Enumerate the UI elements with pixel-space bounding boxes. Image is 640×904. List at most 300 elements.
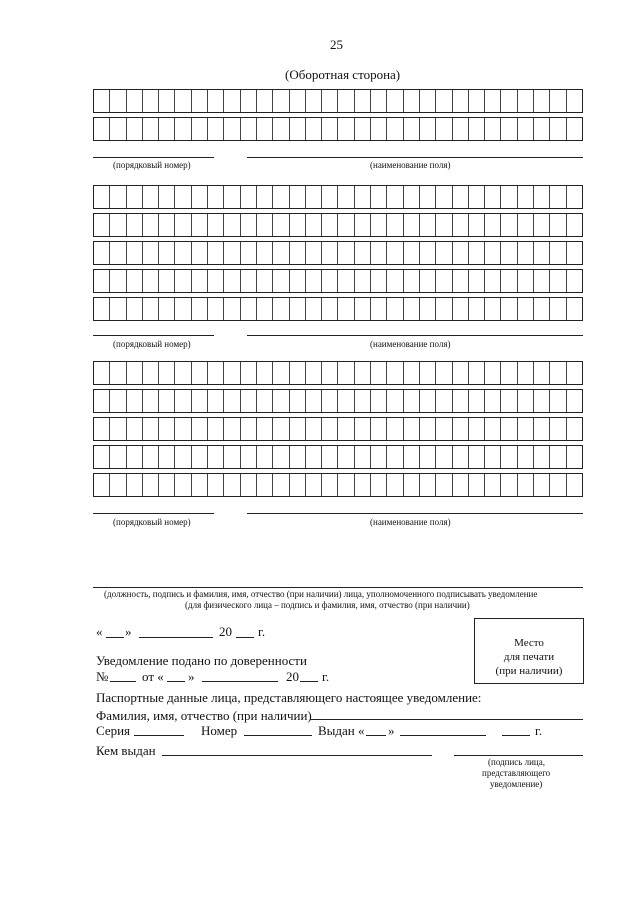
char-cell[interactable] bbox=[386, 446, 402, 468]
char-cell[interactable] bbox=[337, 298, 353, 320]
char-cell[interactable] bbox=[256, 214, 272, 236]
char-cell[interactable] bbox=[517, 214, 533, 236]
char-cell[interactable] bbox=[321, 474, 337, 496]
char-cell[interactable] bbox=[289, 186, 305, 208]
char-cell[interactable] bbox=[517, 362, 533, 384]
char-cell[interactable] bbox=[191, 298, 207, 320]
char-cell[interactable] bbox=[223, 362, 239, 384]
char-cell[interactable] bbox=[240, 118, 256, 140]
char-cell[interactable] bbox=[305, 362, 321, 384]
char-cell[interactable] bbox=[419, 270, 435, 292]
char-grid-row[interactable] bbox=[93, 213, 583, 237]
char-cell[interactable] bbox=[500, 418, 516, 440]
char-cell[interactable] bbox=[435, 474, 451, 496]
char-cell[interactable] bbox=[126, 270, 142, 292]
char-cell[interactable] bbox=[321, 270, 337, 292]
char-cell[interactable] bbox=[386, 270, 402, 292]
char-cell[interactable] bbox=[142, 242, 158, 264]
char-cell[interactable] bbox=[500, 474, 516, 496]
char-cell[interactable] bbox=[289, 390, 305, 412]
char-cell[interactable] bbox=[321, 390, 337, 412]
char-cell[interactable] bbox=[549, 186, 565, 208]
char-cell[interactable] bbox=[452, 298, 468, 320]
char-cell[interactable] bbox=[500, 390, 516, 412]
char-cell[interactable] bbox=[435, 362, 451, 384]
char-cell[interactable] bbox=[272, 186, 288, 208]
char-cell[interactable] bbox=[94, 298, 109, 320]
char-cell[interactable] bbox=[272, 298, 288, 320]
char-cell[interactable] bbox=[549, 118, 565, 140]
char-cell[interactable] bbox=[321, 418, 337, 440]
char-cell[interactable] bbox=[403, 214, 419, 236]
char-cell[interactable] bbox=[337, 390, 353, 412]
char-cell[interactable] bbox=[94, 90, 109, 112]
char-cell[interactable] bbox=[223, 118, 239, 140]
char-cell[interactable] bbox=[321, 298, 337, 320]
char-cell[interactable] bbox=[419, 298, 435, 320]
char-cell[interactable] bbox=[517, 90, 533, 112]
char-cell[interactable] bbox=[174, 118, 190, 140]
char-cell[interactable] bbox=[174, 474, 190, 496]
char-cell[interactable] bbox=[174, 90, 190, 112]
char-cell[interactable] bbox=[403, 118, 419, 140]
char-cell[interactable] bbox=[549, 446, 565, 468]
char-cell[interactable] bbox=[158, 418, 174, 440]
char-cell[interactable] bbox=[370, 214, 386, 236]
char-cell[interactable] bbox=[158, 90, 174, 112]
char-cell[interactable] bbox=[370, 474, 386, 496]
char-cell[interactable] bbox=[566, 446, 582, 468]
char-cell[interactable] bbox=[386, 118, 402, 140]
char-cell[interactable] bbox=[109, 242, 125, 264]
char-cell[interactable] bbox=[256, 186, 272, 208]
char-cell[interactable] bbox=[419, 446, 435, 468]
char-cell[interactable] bbox=[256, 474, 272, 496]
char-cell[interactable] bbox=[305, 214, 321, 236]
char-cell[interactable] bbox=[386, 418, 402, 440]
char-cell[interactable] bbox=[386, 214, 402, 236]
char-cell[interactable] bbox=[517, 186, 533, 208]
issued-month-field[interactable] bbox=[400, 735, 486, 736]
char-cell[interactable] bbox=[191, 242, 207, 264]
char-cell[interactable] bbox=[386, 474, 402, 496]
char-cell[interactable] bbox=[256, 90, 272, 112]
char-cell[interactable] bbox=[484, 418, 500, 440]
char-cell[interactable] bbox=[500, 362, 516, 384]
char-cell[interactable] bbox=[566, 118, 582, 140]
char-cell[interactable] bbox=[94, 186, 109, 208]
char-cell[interactable] bbox=[403, 186, 419, 208]
char-cell[interactable] bbox=[468, 362, 484, 384]
char-cell[interactable] bbox=[435, 90, 451, 112]
issued-by-field[interactable] bbox=[162, 755, 432, 756]
char-cell[interactable] bbox=[207, 118, 223, 140]
char-cell[interactable] bbox=[142, 270, 158, 292]
char-cell[interactable] bbox=[256, 446, 272, 468]
char-cell[interactable] bbox=[354, 298, 370, 320]
char-cell[interactable] bbox=[468, 418, 484, 440]
char-cell[interactable] bbox=[549, 90, 565, 112]
char-cell[interactable] bbox=[337, 242, 353, 264]
char-cell[interactable] bbox=[191, 90, 207, 112]
char-cell[interactable] bbox=[403, 298, 419, 320]
char-cell[interactable] bbox=[191, 118, 207, 140]
char-grid-row[interactable] bbox=[93, 445, 583, 469]
char-cell[interactable] bbox=[94, 270, 109, 292]
char-cell[interactable] bbox=[403, 90, 419, 112]
char-cell[interactable] bbox=[484, 390, 500, 412]
char-cell[interactable] bbox=[256, 390, 272, 412]
char-cell[interactable] bbox=[533, 242, 549, 264]
char-cell[interactable] bbox=[403, 446, 419, 468]
char-cell[interactable] bbox=[419, 186, 435, 208]
char-cell[interactable] bbox=[337, 186, 353, 208]
char-cell[interactable] bbox=[158, 118, 174, 140]
char-cell[interactable] bbox=[468, 298, 484, 320]
char-grid-row[interactable] bbox=[93, 297, 583, 321]
char-cell[interactable] bbox=[370, 446, 386, 468]
char-cell[interactable] bbox=[240, 474, 256, 496]
char-cell[interactable] bbox=[305, 118, 321, 140]
char-cell[interactable] bbox=[370, 270, 386, 292]
char-cell[interactable] bbox=[321, 242, 337, 264]
date-month-blank[interactable] bbox=[139, 637, 213, 638]
char-grid-row[interactable] bbox=[93, 241, 583, 265]
char-cell[interactable] bbox=[305, 474, 321, 496]
person-signature-line[interactable] bbox=[454, 755, 583, 756]
char-cell[interactable] bbox=[109, 214, 125, 236]
char-cell[interactable] bbox=[403, 362, 419, 384]
char-cell[interactable] bbox=[174, 446, 190, 468]
char-cell[interactable] bbox=[500, 298, 516, 320]
char-cell[interactable] bbox=[419, 242, 435, 264]
char-cell[interactable] bbox=[289, 90, 305, 112]
char-cell[interactable] bbox=[468, 214, 484, 236]
char-cell[interactable] bbox=[191, 418, 207, 440]
char-grid-row[interactable] bbox=[93, 417, 583, 441]
char-cell[interactable] bbox=[207, 298, 223, 320]
char-cell[interactable] bbox=[484, 186, 500, 208]
char-cell[interactable] bbox=[337, 446, 353, 468]
char-cell[interactable] bbox=[240, 242, 256, 264]
char-cell[interactable] bbox=[94, 474, 109, 496]
char-cell[interactable] bbox=[500, 186, 516, 208]
char-cell[interactable] bbox=[289, 418, 305, 440]
char-cell[interactable] bbox=[370, 418, 386, 440]
char-cell[interactable] bbox=[566, 186, 582, 208]
char-cell[interactable] bbox=[240, 270, 256, 292]
char-cell[interactable] bbox=[289, 474, 305, 496]
char-cell[interactable] bbox=[207, 446, 223, 468]
char-cell[interactable] bbox=[142, 214, 158, 236]
char-cell[interactable] bbox=[354, 390, 370, 412]
char-cell[interactable] bbox=[223, 270, 239, 292]
char-cell[interactable] bbox=[386, 298, 402, 320]
char-cell[interactable] bbox=[240, 298, 256, 320]
char-cell[interactable] bbox=[305, 186, 321, 208]
char-cell[interactable] bbox=[305, 270, 321, 292]
char-cell[interactable] bbox=[174, 418, 190, 440]
char-cell[interactable] bbox=[517, 390, 533, 412]
char-cell[interactable] bbox=[94, 242, 109, 264]
char-cell[interactable] bbox=[452, 362, 468, 384]
char-cell[interactable] bbox=[142, 118, 158, 140]
char-cell[interactable] bbox=[419, 474, 435, 496]
char-cell[interactable] bbox=[142, 186, 158, 208]
date-year-blank[interactable] bbox=[236, 637, 254, 638]
series-field[interactable] bbox=[134, 735, 184, 736]
char-cell[interactable] bbox=[566, 270, 582, 292]
char-cell[interactable] bbox=[452, 90, 468, 112]
char-cell[interactable] bbox=[468, 186, 484, 208]
char-cell[interactable] bbox=[321, 446, 337, 468]
char-cell[interactable] bbox=[240, 362, 256, 384]
char-cell[interactable] bbox=[484, 446, 500, 468]
char-cell[interactable] bbox=[191, 446, 207, 468]
char-cell[interactable] bbox=[174, 390, 190, 412]
char-cell[interactable] bbox=[272, 362, 288, 384]
char-cell[interactable] bbox=[337, 118, 353, 140]
char-cell[interactable] bbox=[126, 418, 142, 440]
char-cell[interactable] bbox=[272, 214, 288, 236]
char-cell[interactable] bbox=[452, 270, 468, 292]
char-cell[interactable] bbox=[158, 214, 174, 236]
char-cell[interactable] bbox=[354, 90, 370, 112]
char-cell[interactable] bbox=[321, 90, 337, 112]
char-cell[interactable] bbox=[435, 390, 451, 412]
char-cell[interactable] bbox=[419, 362, 435, 384]
char-cell[interactable] bbox=[386, 90, 402, 112]
char-cell[interactable] bbox=[305, 418, 321, 440]
char-cell[interactable] bbox=[256, 418, 272, 440]
char-cell[interactable] bbox=[419, 90, 435, 112]
char-cell[interactable] bbox=[533, 446, 549, 468]
char-cell[interactable] bbox=[500, 90, 516, 112]
char-cell[interactable] bbox=[386, 186, 402, 208]
char-cell[interactable] bbox=[305, 90, 321, 112]
char-cell[interactable] bbox=[207, 418, 223, 440]
char-grid-row[interactable] bbox=[93, 117, 583, 141]
char-cell[interactable] bbox=[533, 362, 549, 384]
char-cell[interactable] bbox=[223, 446, 239, 468]
char-cell[interactable] bbox=[94, 214, 109, 236]
char-cell[interactable] bbox=[354, 446, 370, 468]
char-cell[interactable] bbox=[289, 214, 305, 236]
char-cell[interactable] bbox=[321, 186, 337, 208]
char-cell[interactable] bbox=[484, 474, 500, 496]
char-cell[interactable] bbox=[109, 362, 125, 384]
char-cell[interactable] bbox=[126, 390, 142, 412]
char-cell[interactable] bbox=[354, 214, 370, 236]
char-cell[interactable] bbox=[142, 362, 158, 384]
char-cell[interactable] bbox=[126, 118, 142, 140]
char-cell[interactable] bbox=[386, 362, 402, 384]
char-cell[interactable] bbox=[370, 362, 386, 384]
char-cell[interactable] bbox=[452, 118, 468, 140]
char-cell[interactable] bbox=[142, 298, 158, 320]
char-cell[interactable] bbox=[321, 362, 337, 384]
proxy-month-blank[interactable] bbox=[202, 681, 278, 682]
char-cell[interactable] bbox=[223, 186, 239, 208]
issued-year-field[interactable] bbox=[502, 735, 530, 736]
char-cell[interactable] bbox=[321, 118, 337, 140]
char-cell[interactable] bbox=[452, 186, 468, 208]
char-cell[interactable] bbox=[256, 270, 272, 292]
char-cell[interactable] bbox=[533, 298, 549, 320]
char-cell[interactable] bbox=[468, 118, 484, 140]
char-cell[interactable] bbox=[419, 418, 435, 440]
char-cell[interactable] bbox=[240, 418, 256, 440]
char-cell[interactable] bbox=[126, 186, 142, 208]
char-cell[interactable] bbox=[142, 446, 158, 468]
char-cell[interactable] bbox=[517, 474, 533, 496]
char-cell[interactable] bbox=[403, 390, 419, 412]
char-cell[interactable] bbox=[158, 446, 174, 468]
char-cell[interactable] bbox=[468, 242, 484, 264]
char-cell[interactable] bbox=[158, 270, 174, 292]
char-cell[interactable] bbox=[533, 214, 549, 236]
char-cell[interactable] bbox=[191, 362, 207, 384]
char-cell[interactable] bbox=[533, 270, 549, 292]
char-cell[interactable] bbox=[386, 390, 402, 412]
char-grid-row[interactable] bbox=[93, 389, 583, 413]
char-cell[interactable] bbox=[566, 90, 582, 112]
number-field[interactable] bbox=[244, 735, 312, 736]
char-grid-row[interactable] bbox=[93, 185, 583, 209]
char-cell[interactable] bbox=[403, 418, 419, 440]
char-cell[interactable] bbox=[305, 298, 321, 320]
char-cell[interactable] bbox=[240, 90, 256, 112]
char-cell[interactable] bbox=[435, 214, 451, 236]
char-cell[interactable] bbox=[109, 390, 125, 412]
char-cell[interactable] bbox=[126, 214, 142, 236]
char-cell[interactable] bbox=[174, 242, 190, 264]
char-cell[interactable] bbox=[484, 298, 500, 320]
char-cell[interactable] bbox=[386, 242, 402, 264]
char-cell[interactable] bbox=[207, 362, 223, 384]
char-cell[interactable] bbox=[126, 242, 142, 264]
char-cell[interactable] bbox=[549, 362, 565, 384]
char-cell[interactable] bbox=[452, 418, 468, 440]
char-cell[interactable] bbox=[223, 474, 239, 496]
char-cell[interactable] bbox=[370, 390, 386, 412]
char-cell[interactable] bbox=[484, 242, 500, 264]
char-cell[interactable] bbox=[305, 242, 321, 264]
char-cell[interactable] bbox=[549, 298, 565, 320]
char-cell[interactable] bbox=[223, 418, 239, 440]
char-cell[interactable] bbox=[223, 214, 239, 236]
char-cell[interactable] bbox=[142, 418, 158, 440]
char-cell[interactable] bbox=[337, 362, 353, 384]
char-cell[interactable] bbox=[484, 214, 500, 236]
char-cell[interactable] bbox=[109, 474, 125, 496]
char-cell[interactable] bbox=[289, 118, 305, 140]
char-cell[interactable] bbox=[549, 474, 565, 496]
char-cell[interactable] bbox=[191, 390, 207, 412]
char-cell[interactable] bbox=[256, 298, 272, 320]
char-cell[interactable] bbox=[566, 390, 582, 412]
char-cell[interactable] bbox=[126, 474, 142, 496]
char-grid-row[interactable] bbox=[93, 269, 583, 293]
char-cell[interactable] bbox=[549, 390, 565, 412]
char-cell[interactable] bbox=[337, 214, 353, 236]
char-cell[interactable] bbox=[223, 298, 239, 320]
char-cell[interactable] bbox=[419, 118, 435, 140]
char-cell[interactable] bbox=[533, 186, 549, 208]
char-cell[interactable] bbox=[566, 214, 582, 236]
char-cell[interactable] bbox=[468, 270, 484, 292]
char-cell[interactable] bbox=[566, 362, 582, 384]
char-cell[interactable] bbox=[272, 446, 288, 468]
char-cell[interactable] bbox=[370, 186, 386, 208]
char-cell[interactable] bbox=[142, 474, 158, 496]
char-cell[interactable] bbox=[109, 298, 125, 320]
char-cell[interactable] bbox=[549, 242, 565, 264]
char-cell[interactable] bbox=[289, 242, 305, 264]
char-cell[interactable] bbox=[240, 186, 256, 208]
char-cell[interactable] bbox=[289, 362, 305, 384]
char-cell[interactable] bbox=[452, 214, 468, 236]
char-cell[interactable] bbox=[109, 418, 125, 440]
char-cell[interactable] bbox=[174, 270, 190, 292]
char-cell[interactable] bbox=[207, 242, 223, 264]
char-cell[interactable] bbox=[240, 446, 256, 468]
char-cell[interactable] bbox=[354, 118, 370, 140]
char-cell[interactable] bbox=[272, 418, 288, 440]
char-cell[interactable] bbox=[549, 214, 565, 236]
char-cell[interactable] bbox=[484, 118, 500, 140]
char-cell[interactable] bbox=[500, 214, 516, 236]
char-cell[interactable] bbox=[337, 418, 353, 440]
char-cell[interactable] bbox=[566, 242, 582, 264]
char-cell[interactable] bbox=[321, 214, 337, 236]
char-cell[interactable] bbox=[500, 270, 516, 292]
char-cell[interactable] bbox=[174, 214, 190, 236]
char-cell[interactable] bbox=[272, 270, 288, 292]
char-cell[interactable] bbox=[452, 242, 468, 264]
char-cell[interactable] bbox=[452, 474, 468, 496]
char-cell[interactable] bbox=[207, 390, 223, 412]
char-cell[interactable] bbox=[94, 446, 109, 468]
char-cell[interactable] bbox=[94, 362, 109, 384]
char-cell[interactable] bbox=[191, 474, 207, 496]
char-cell[interactable] bbox=[223, 390, 239, 412]
char-cell[interactable] bbox=[500, 118, 516, 140]
char-cell[interactable] bbox=[468, 446, 484, 468]
date-day-blank[interactable] bbox=[106, 637, 124, 638]
char-cell[interactable] bbox=[158, 242, 174, 264]
char-cell[interactable] bbox=[354, 474, 370, 496]
char-cell[interactable] bbox=[207, 186, 223, 208]
issued-day-field[interactable] bbox=[366, 735, 386, 736]
char-cell[interactable] bbox=[517, 446, 533, 468]
char-cell[interactable] bbox=[452, 446, 468, 468]
char-cell[interactable] bbox=[109, 186, 125, 208]
char-cell[interactable] bbox=[272, 242, 288, 264]
char-cell[interactable] bbox=[484, 270, 500, 292]
char-cell[interactable] bbox=[533, 418, 549, 440]
char-cell[interactable] bbox=[517, 118, 533, 140]
fio-field[interactable] bbox=[310, 719, 583, 720]
char-cell[interactable] bbox=[370, 118, 386, 140]
char-grid-row[interactable] bbox=[93, 361, 583, 385]
char-cell[interactable] bbox=[354, 242, 370, 264]
char-cell[interactable] bbox=[435, 186, 451, 208]
char-cell[interactable] bbox=[337, 270, 353, 292]
char-cell[interactable] bbox=[403, 474, 419, 496]
char-cell[interactable] bbox=[158, 362, 174, 384]
char-cell[interactable] bbox=[419, 214, 435, 236]
